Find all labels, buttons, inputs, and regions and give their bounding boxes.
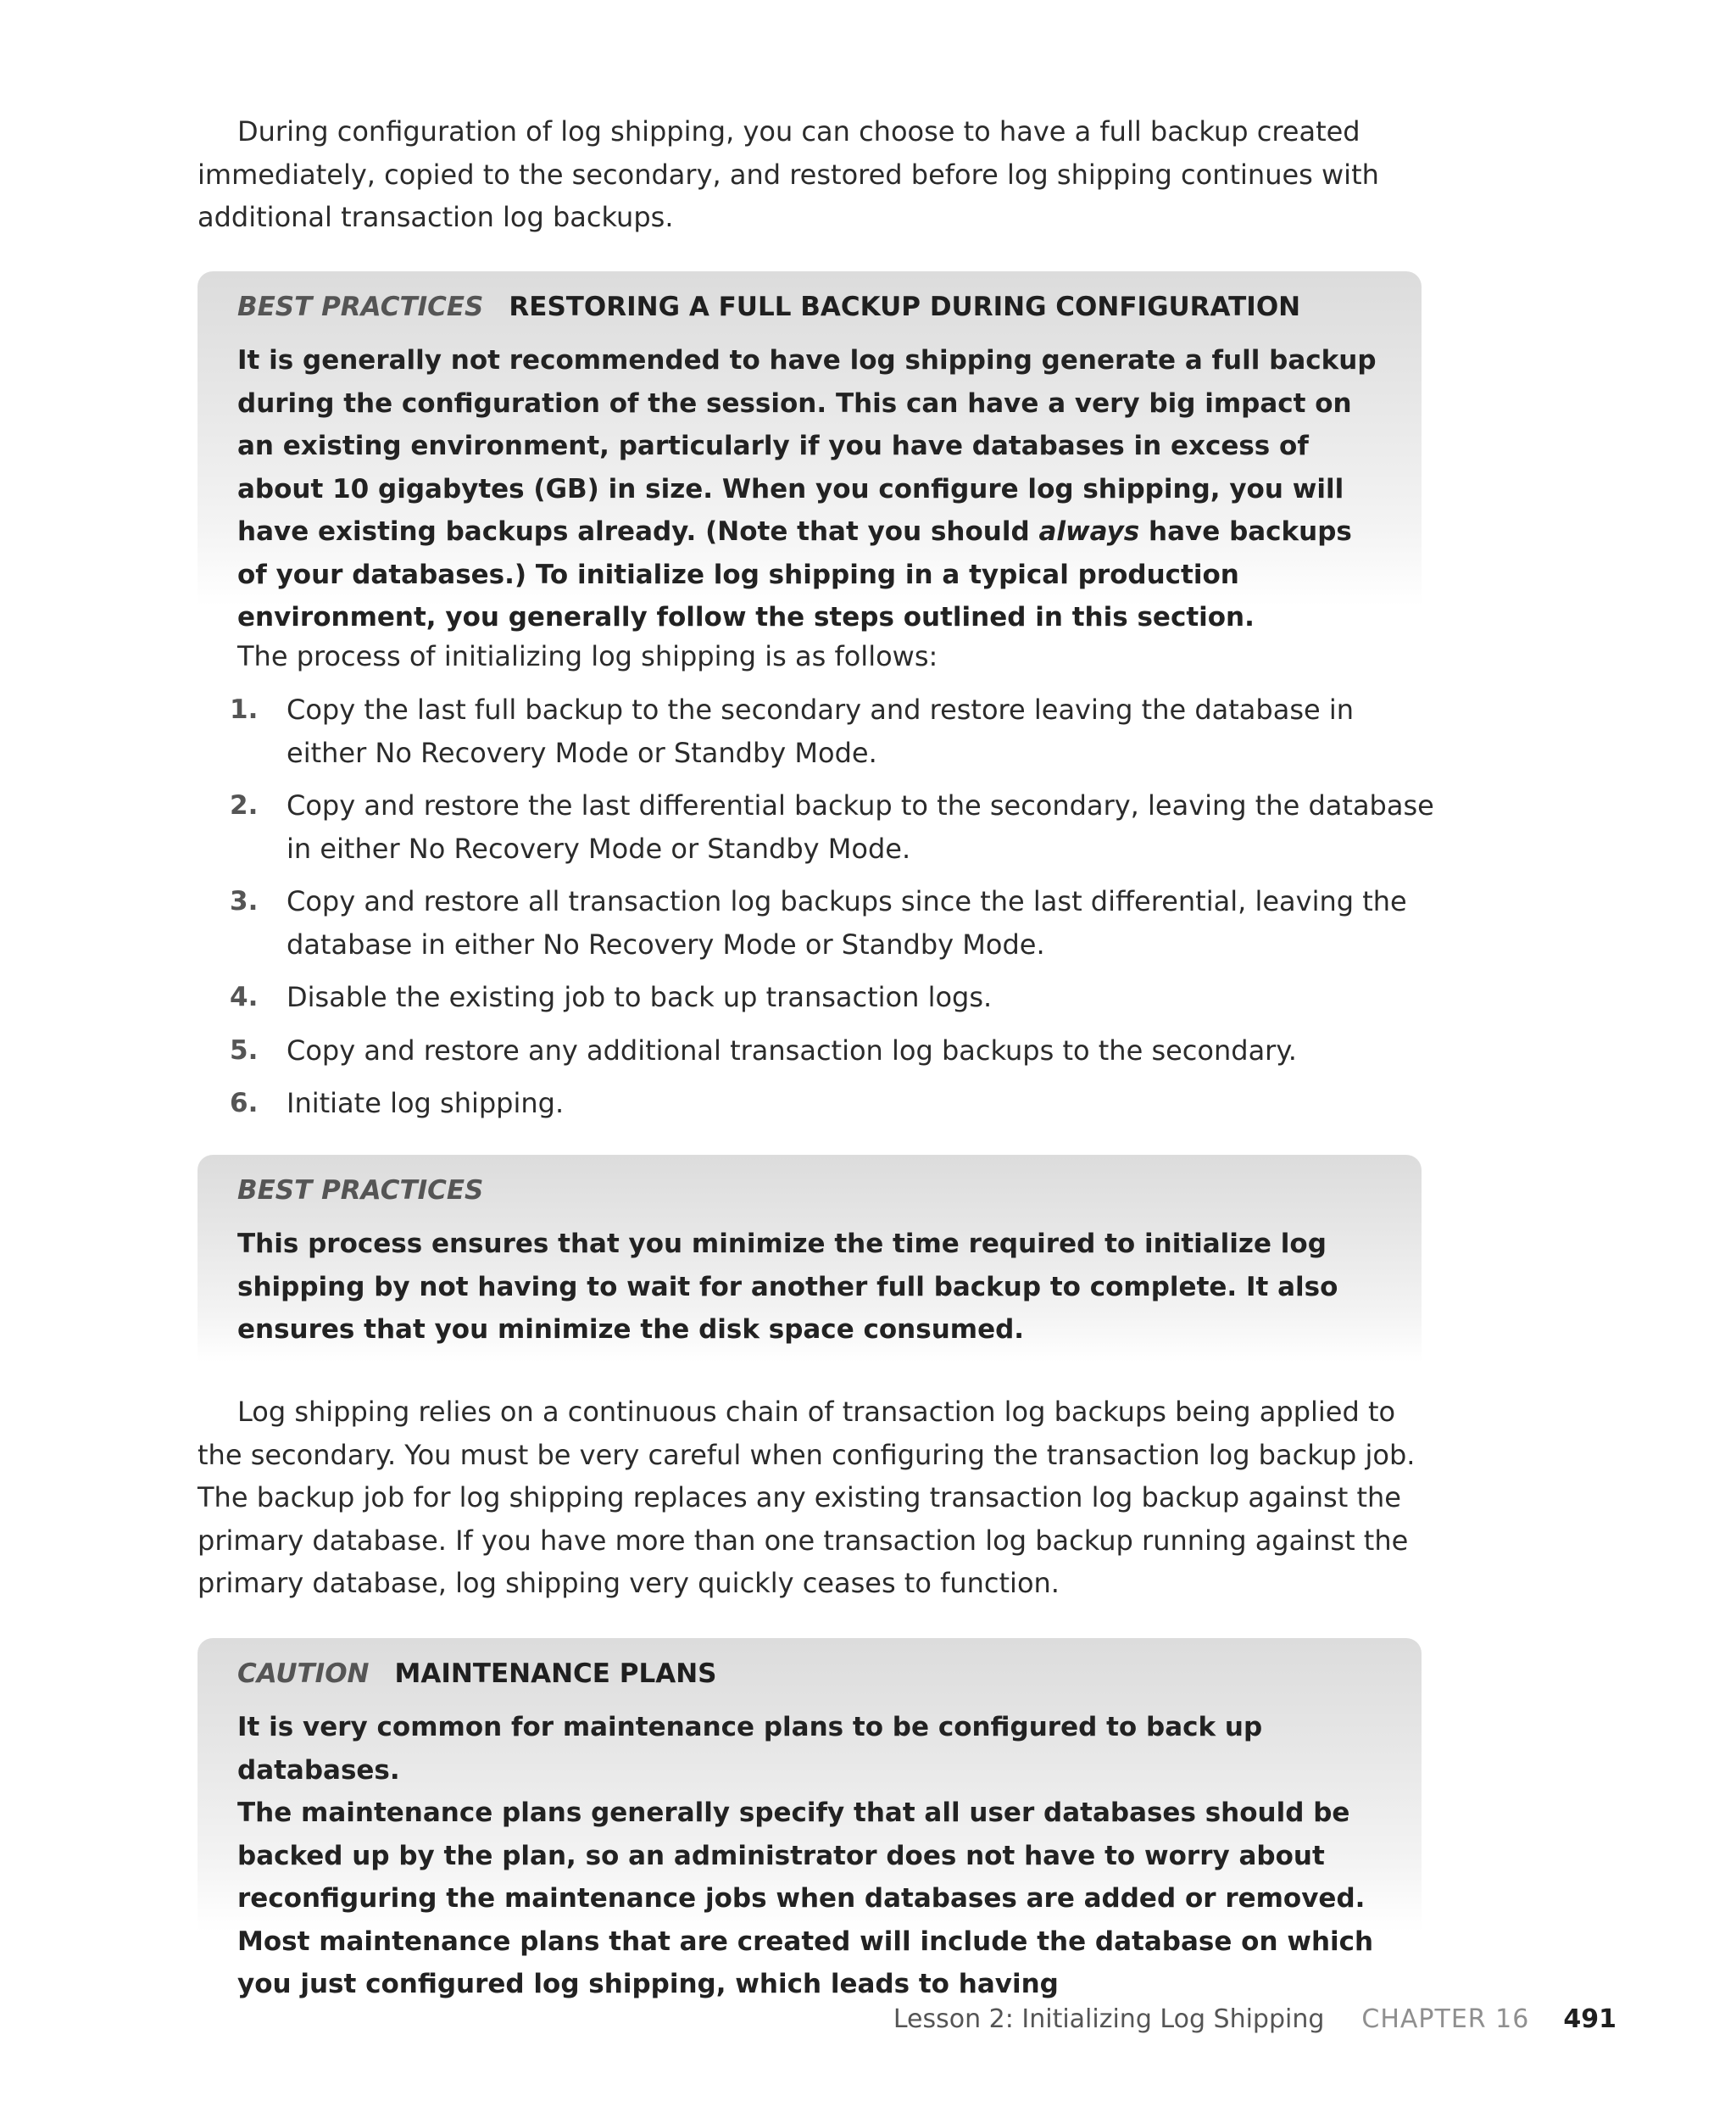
sidebar-body <box>237 339 1390 639</box>
sidebar-title: RESTORING A FULL BACKUP DURING CONFIGURATION <box>509 292 1301 322</box>
step-text: Copy and restore all transaction log backups since the last differential, leaving the database in either No Recovery Mode or Standby Mode. <box>287 885 1407 961</box>
sidebar-title: MAINTENANCE PLANS <box>394 1658 717 1689</box>
step-number: 5. <box>230 1034 259 1066</box>
sidebar-body-line1: It is very common for maintenance plans to be configured to back up databases. <box>237 1712 1263 1786</box>
list-item <box>198 976 1435 1019</box>
sidebar-body: This process ensures that you minimize the time required to initialize log shipping by not having to wait for another full backup to complete. It also ensures that you minimize the disk space consumed. <box>237 1229 1338 1345</box>
step-text: Copy and restore any additional transaction log backups to the secondary. <box>287 1034 1297 1067</box>
footer-lesson-title: Lesson 2: Initializing Log Shipping <box>893 2004 1325 2034</box>
sidebar-body-part2: have backups of your databases.) To initialize log shipping in a typical production environment, you generally follow the steps outlined in this section. <box>237 516 1352 633</box>
best-practices-sidebar-process <box>198 1155 1422 1363</box>
page-number: 491 <box>1563 2004 1616 2034</box>
sidebar-body <box>237 1706 1390 2006</box>
step-text: Copy and restore the last differential backup to the secondary, leaving the database in either No Recovery Mode or Standby Mode. <box>287 789 1434 865</box>
list-item <box>198 784 1435 870</box>
sidebar-kicker: BEST PRACTICES <box>237 1175 484 1206</box>
step-number: 4. <box>230 982 259 1012</box>
step-text: Initiate log shipping. <box>287 1087 565 1119</box>
sidebar-heading <box>237 287 1422 327</box>
step-number: 6. <box>230 1088 259 1118</box>
step-number: 2. <box>230 790 259 821</box>
list-item <box>198 880 1435 966</box>
sidebar-body-emphasis: always <box>1038 516 1140 547</box>
sidebar-kicker: CAUTION <box>237 1658 370 1689</box>
list-item <box>198 688 1435 774</box>
best-practices-sidebar-restoring <box>198 271 1422 633</box>
step-text: Copy the last full backup to the secondary and restore leaving the database in either No Recovery Mode or Standby Mode. <box>287 694 1355 769</box>
caution-sidebar-maintenance-plans <box>198 1638 1422 1999</box>
sidebar-body-rest: The maintenance plans generally specify that all user databases should be backed up by the plan, so an administrator does not have to worry about reconfiguring the maintenance jobs when databases are added or removed. Most maintenance plans that are created will include the database on which you just configured log shipping, which leads to having <box>237 1798 1374 1999</box>
sidebar-heading <box>237 1170 1422 1211</box>
intro-paragraph-text: During configuration of log shipping, you can choose to have a full backup created immediately, copied to the secondary, and restored before log shipping continues with additional transaction log backups. <box>198 115 1379 233</box>
sidebar-kicker: BEST PRACTICES <box>237 292 484 322</box>
step-number: 1. <box>230 694 259 725</box>
steps-list <box>198 688 1435 1135</box>
page-footer <box>893 2003 1616 2037</box>
step-text: Disable the existing job to back up transaction logs. <box>287 981 993 1013</box>
chain-paragraph-text: Log shipping relies on a continuous chain of transaction log backups being applied to the secondary. You must be very careful when configuring the transaction log backup job. The backup job for log shipping replaces any existing transaction log backup against the primary database. If you have more than one transaction log backup running against the primary database, log shipping very quickly ceases to function. <box>198 1396 1416 1599</box>
chain-paragraph <box>198 1391 1418 1605</box>
intro-paragraph <box>198 110 1418 239</box>
sidebar-body-part1: It is generally not recommended to have log shipping generate a full backup during the configuration of the session. This can have a very big impact on an existing environment, particularly if you have databases in excess of about 10 gigabytes (GB) in size. When you configure log shipping, you will have existing backups already. (Note that you should <box>237 345 1377 547</box>
list-item <box>198 1082 1435 1125</box>
list-item <box>198 1029 1435 1073</box>
sidebar-heading <box>237 1653 1422 1694</box>
footer-chapter: CHAPTER 16 <box>1361 2004 1530 2034</box>
step-number: 3. <box>230 886 259 917</box>
process-intro: The process of initializing log shipping is as follows: <box>237 640 938 672</box>
